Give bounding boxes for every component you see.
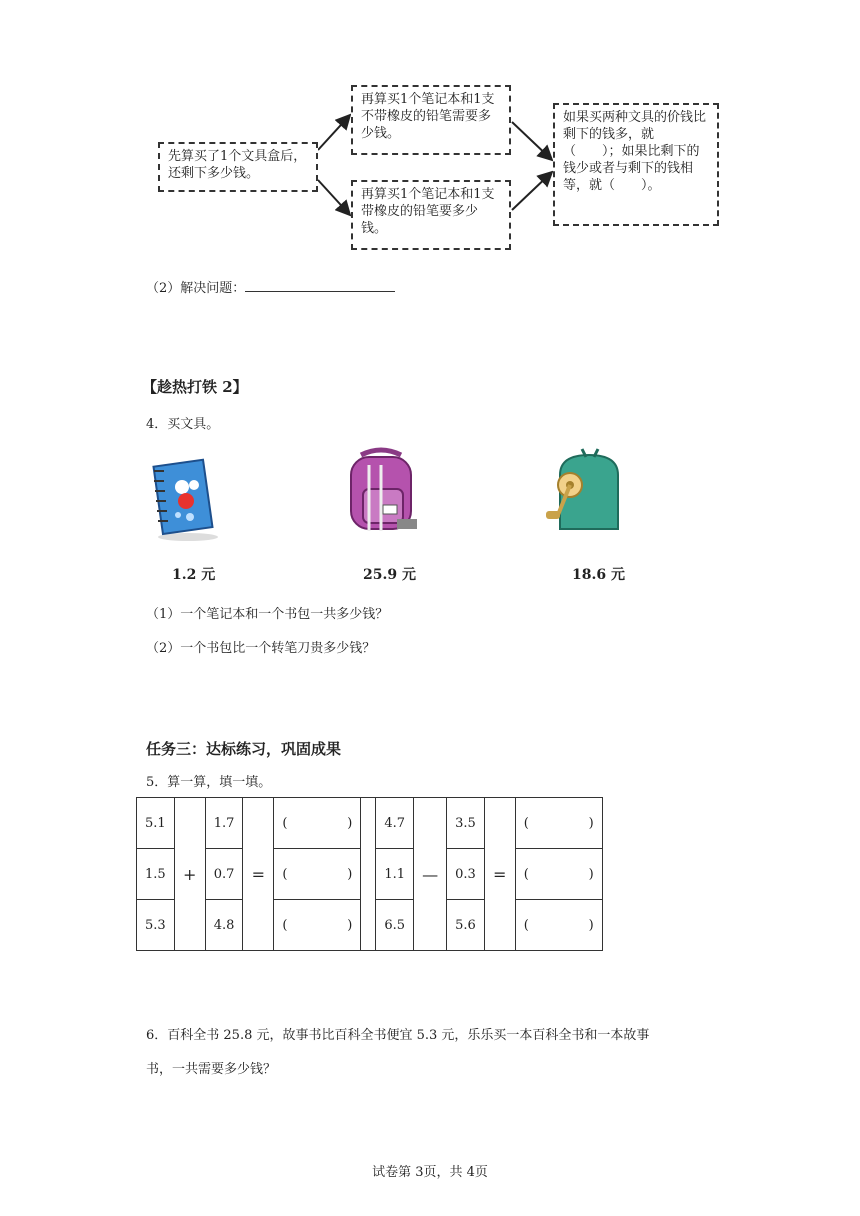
answer-blank[interactable]: ( ) <box>515 849 602 900</box>
answer-blank[interactable]: ( ) <box>274 900 361 951</box>
q5-title: 5．算一算，填一填。 <box>146 775 272 790</box>
cell: 4.8 <box>205 900 243 951</box>
flow-box-bottom: 再算买1个笔记本和1支带橡皮的铅笔要多少钱。 <box>351 180 511 250</box>
cell: 5.1 <box>137 798 175 849</box>
page-footer: 试卷第 3页，共 4页 <box>372 1165 488 1180</box>
answer-blank[interactable]: ( ) <box>515 900 602 951</box>
answer-blank[interactable]: ( ) <box>274 849 361 900</box>
q6-line1: 6．百科全书 25.8 元，故事书比百科全书便宜 5.3 元，乐乐买一本百科全书和一本故事 <box>146 1028 650 1043</box>
answer-line[interactable] <box>245 277 395 292</box>
plus-sign: + <box>174 798 205 951</box>
cell: 1.7 <box>205 798 243 849</box>
cell: 3.5 <box>447 798 485 849</box>
equals-sign: = <box>243 798 274 951</box>
q4-sub1: （1）一个笔记本和一个书包一共多少钱？ <box>146 607 389 622</box>
answer-blank[interactable]: ( ) <box>515 798 602 849</box>
cell: 0.7 <box>205 849 243 900</box>
q4-sub2: （2）一个书包比一个转笔刀贵多少钱？ <box>146 641 376 656</box>
cell: 1.1 <box>376 849 414 900</box>
cell: 4.7 <box>376 798 414 849</box>
cell: 5.3 <box>137 900 175 951</box>
price-backpack: 25.9 元 <box>363 567 416 583</box>
cell: 0.3 <box>447 849 485 900</box>
cell: 6.5 <box>376 900 414 951</box>
q3-part2: （2）解决问题： <box>146 277 395 296</box>
cell: 5.6 <box>447 900 485 951</box>
q6-line2: 书，一共需要多少钱？ <box>146 1062 277 1077</box>
equals-sign: = <box>484 798 515 951</box>
q4-title: 4．买文具。 <box>146 417 220 432</box>
notebook-icon <box>152 457 224 543</box>
q5-calc-table <box>136 797 603 951</box>
pencil-sharpener-icon <box>544 445 624 535</box>
table-divider <box>361 798 376 951</box>
price-notebook: 1.2 元 <box>172 567 216 583</box>
task3-heading: 任务三：达标练习，巩固成果 <box>146 740 342 758</box>
section-practice2: 【趁热打铁 2】 <box>142 378 248 396</box>
cell: 1.5 <box>137 849 175 900</box>
answer-blank[interactable]: ( ) <box>274 798 361 849</box>
flow-box-end: 如果买两种文具的价钱比剩下的钱多，就（ ）；如果比剩下的钱少或者与剩下的钱相等，就（ ）。 <box>553 103 719 226</box>
price-sharpener: 18.6 元 <box>572 567 625 583</box>
flow-box-start: 先算买了1个文具盒后，还剩下多少钱。 <box>158 142 318 192</box>
minus-sign: — <box>414 798 447 951</box>
flow-box-top: 再算买1个笔记本和1支不带橡皮的铅笔需要多少钱。 <box>351 85 511 155</box>
backpack-icon <box>341 447 421 537</box>
